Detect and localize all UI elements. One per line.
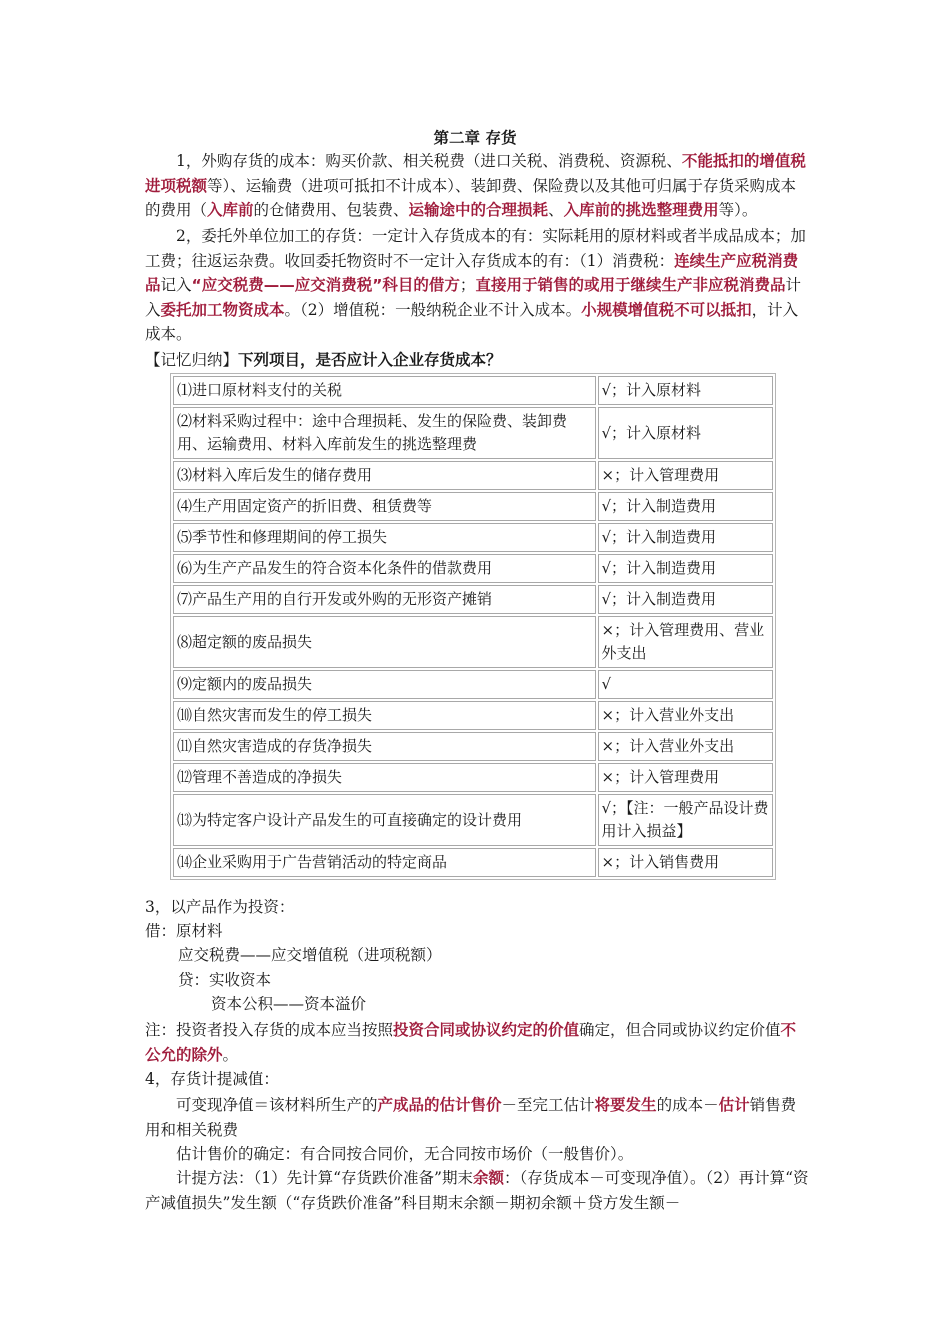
table-cell-item: ⒀为特定客户设计产品发生的可直接确定的设计费用 <box>173 794 596 846</box>
table-cell-result: √；【注：一般产品设计费用计入损益】 <box>598 794 774 846</box>
table-cell-result: √；计入制造费用 <box>598 492 774 521</box>
table-cell-item: ⒁企业采购用于广告营销活动的特定商品 <box>173 848 596 877</box>
table-row <box>173 616 773 668</box>
journal-credit-line: 贷：实收资本 <box>178 971 272 989</box>
table-row <box>173 763 773 792</box>
table-cell-result: √；计入制造费用 <box>598 554 774 583</box>
table-cell-item: ⑷生产用固定资产的折旧费、租赁费等 <box>173 492 596 521</box>
table-cell-item: ⑿管理不善造成的净损失 <box>173 763 596 792</box>
table-row <box>173 701 773 730</box>
table-row <box>173 523 773 552</box>
table-row <box>173 670 773 699</box>
investment-note: 注：投资者投入存货的成本应当按照投资合同或协议约定的价值确定，但合同或协议约定价值不公允的除外。 <box>145 1021 797 1064</box>
section4-heading: 4，存货计提减值： <box>145 1070 279 1088</box>
table-row <box>173 848 773 877</box>
table-row <box>173 492 773 521</box>
journal-debit-line-2: 应交税费——应交增值税（进项税额） <box>178 946 442 964</box>
table-row <box>173 407 773 459</box>
table-row <box>173 461 773 490</box>
table-cell-item: ⑶材料入库后发生的储存费用 <box>173 461 596 490</box>
table-row <box>173 585 773 614</box>
table-row <box>173 554 773 583</box>
table-cell-result: ×；计入营业外支出 <box>598 732 774 761</box>
table-cell-result: √ <box>598 670 774 699</box>
estimated-price-rule: 估计售价的确定：有合同按合同价，无合同按市场价（一般售价）。 <box>176 1145 634 1163</box>
table-cell-result: ×；计入营业外支出 <box>598 701 774 730</box>
table-cell-item: ⑹为生产产品发生的符合资本化条件的借款费用 <box>173 554 596 583</box>
table-cell-item: ⑸季节性和修理期间的停工损失 <box>173 523 596 552</box>
table-cell-result: √；计入原材料 <box>598 376 774 405</box>
provision-method: 计提方法：（1）先计算“存货跌价准备”期末余额：（存货成本－可变现净值）。（2）再计算“资产减值损失”发生额（“存货跌价准备”科目期末余额－期初余额＋贷方发生额－ <box>145 1169 809 1212</box>
table-cell-item: ⑵材料采购过程中：途中合理损耗、发生的保险费、装卸费用、运输费用、材料入库前发生的挑选整理费 <box>173 407 596 459</box>
table-cell-result: ×；计入管理费用、营业外支出 <box>598 616 774 668</box>
paragraph-processing-inventory: 2，委托外单位加工的存货：一定计入存货成本的有：实际耗用的原材料或者半成品成本；加工费；往返运杂费。收回委托物资时不一定计入存货成本的有：（1）消费税：连续生产应税消费品记入“应交税费——应交消费税”科目的借方；直接用于销售的或用于继续生产非应税消费品计入委托加工物资成本。（2）增值税：一般纳税企业不计入成本。小规模增值税不可以抵扣，计入成本。 <box>145 227 806 343</box>
chapter-title: 第二章 存货 <box>433 129 517 147</box>
table-cell-result: √；计入制造费用 <box>598 523 774 552</box>
table-cell-result: ×；计入销售费用 <box>598 848 774 877</box>
table-cell-item: ⑺产品生产用的自行开发或外购的无形资产摊销 <box>173 585 596 614</box>
table-cell-item: ⑴进口原材料支付的关税 <box>173 376 596 405</box>
table-row <box>173 794 773 846</box>
table-cell-result: √；计入制造费用 <box>598 585 774 614</box>
table-cell-result: ×；计入管理费用 <box>598 461 774 490</box>
table-row <box>173 732 773 761</box>
table-cell-result: √；计入原材料 <box>598 407 774 459</box>
section3-heading: 3，以产品作为投资： <box>145 898 295 916</box>
journal-credit-line-2: 资本公积——资本溢价 <box>211 995 367 1013</box>
table-cell-item: ⑾自然灾害造成的存货净损失 <box>173 732 596 761</box>
table-cell-result: ×；计入管理费用 <box>598 763 774 792</box>
net-realizable-value-formula: 可变现净值＝该材料所生产的产成品的估计售价－至完工估计将要发生的成本－估计销售费用和相关税费 <box>145 1096 797 1139</box>
inventory-cost-table <box>170 373 776 880</box>
table-cell-item: ⑼定额内的废品损失 <box>173 670 596 699</box>
journal-debit-line: 借：原材料 <box>145 922 223 940</box>
table-cell-item: ⑻超定额的废品损失 <box>173 616 596 668</box>
memory-summary-heading: 【记忆归纳】下列项目，是否应计入企业存货成本？ <box>145 351 502 369</box>
table-cell-item: ⑽自然灾害而发生的停工损失 <box>173 701 596 730</box>
paragraph-purchased-inventory: 1，外购存货的成本：购买价款、相关税费（进口关税、消费税、资源税、不能抵扣的增值税进项税额等）、运输费（进项可抵扣不计成本）、装卸费、保险费以及其他可归属于存货采购成本的费用（入库前的仓储费用、包装费、运输途中的合理损耗、入库前的挑选整理费用等）。 <box>145 152 806 219</box>
table-row <box>173 376 773 405</box>
inventory-cost-table-body <box>173 376 773 877</box>
